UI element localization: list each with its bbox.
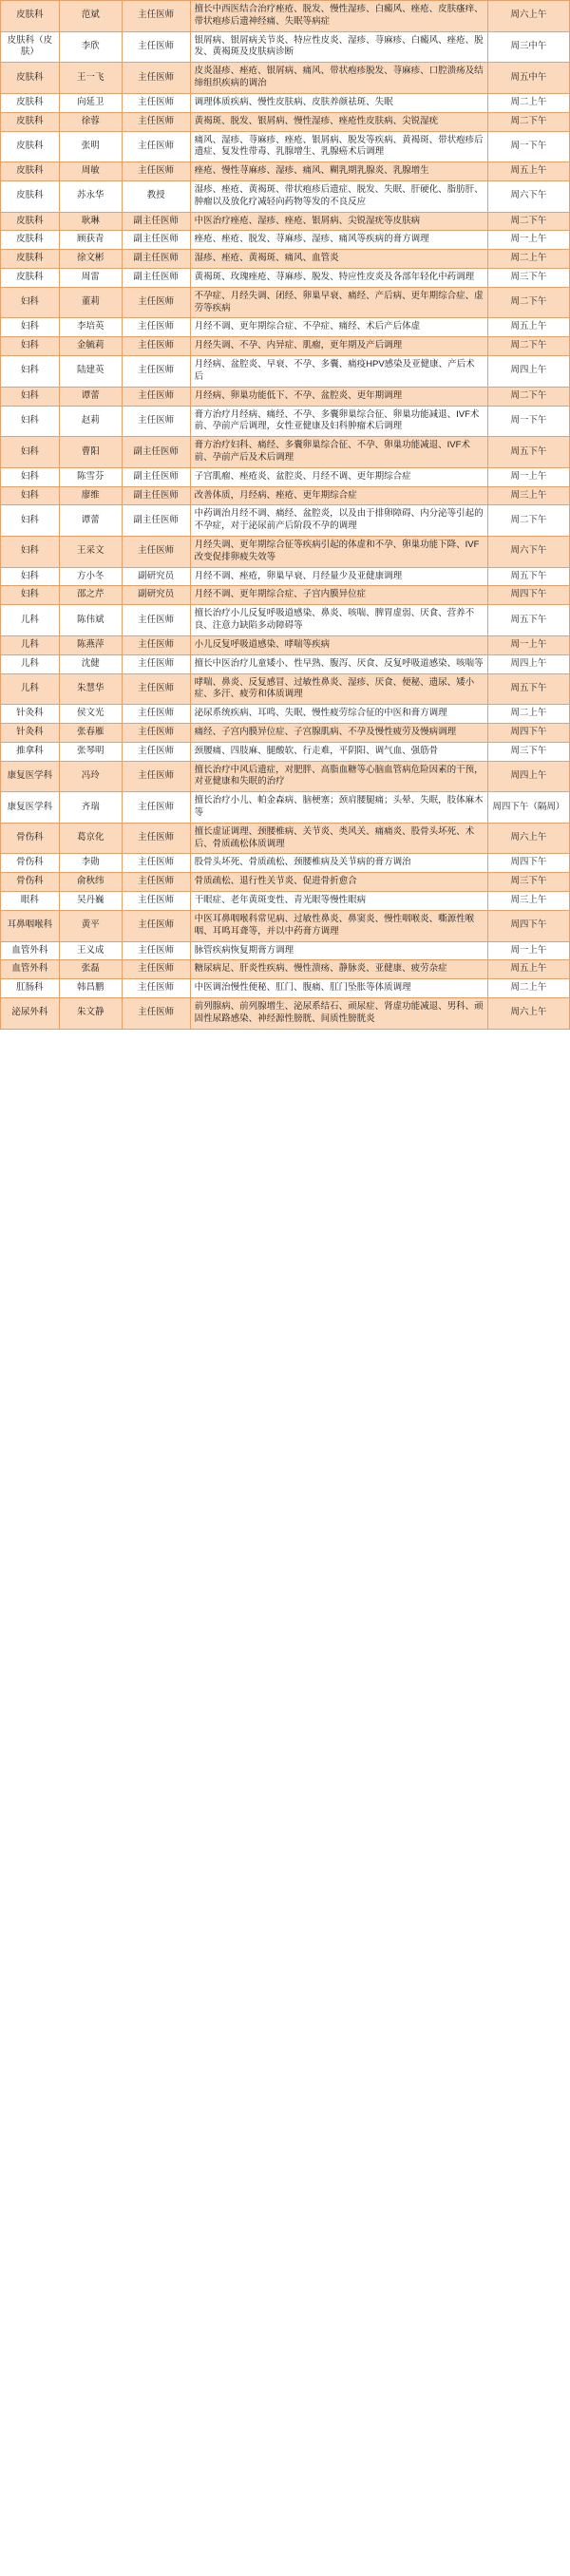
cell-department: 儿科	[1, 605, 60, 636]
cell-doctor-name: 赵莉	[59, 406, 122, 437]
cell-department: 血管外科	[1, 960, 60, 979]
table-row	[1, 892, 570, 911]
cell-doctor-title: 主任医师	[122, 287, 190, 318]
table-row	[1, 910, 570, 941]
cell-doctor-name: 沈健	[59, 654, 122, 673]
cell-doctor-title: 副主任医师	[122, 467, 190, 486]
cell-specialty: 湿疹、痤疮、黄褐斑、痛风、血管炎	[190, 250, 487, 269]
cell-clinic-time: 周一上午	[487, 635, 569, 654]
cell-clinic-time: 周五中午	[487, 63, 569, 94]
cell-doctor-title: 副研究员	[122, 586, 190, 605]
cell-doctor-name: 向延卫	[59, 93, 122, 112]
table-row	[1, 467, 570, 486]
cell-doctor-name: 冯玲	[59, 761, 122, 792]
cell-department: 妇科	[1, 406, 60, 437]
cell-doctor-title: 主任医师	[122, 997, 190, 1029]
cell-specialty: 小儿反复呼吸道感染、哮喘等疾病	[190, 635, 487, 654]
table-row	[1, 31, 570, 63]
cell-doctor-title: 主任医师	[122, 93, 190, 112]
cell-specialty: 颈腰痛、四肢麻、腿酸软、行走难，平阴阳、调气血、强筋骨	[190, 742, 487, 761]
table-row	[1, 654, 570, 673]
cell-doctor-name: 张春雁	[59, 723, 122, 742]
cell-doctor-title: 教授	[122, 180, 190, 212]
cell-specialty: 湿疹、痤疮、黄褐斑、带状疱疹后遗症、脱发、失眠、肝硬化、脂肪肝、肿瘤以及放化疗减轻向药物等发的不良反应	[190, 180, 487, 212]
cell-specialty: 月经不调、更年期综合症、子宫内膜异位症	[190, 586, 487, 605]
cell-doctor-name: 谭蕾	[59, 505, 122, 537]
cell-doctor-title: 主任医师	[122, 910, 190, 941]
table-row	[1, 250, 570, 269]
cell-department: 耳鼻咽喉科	[1, 910, 60, 941]
cell-specialty: 改善体质，月经病、痤疮、更年期综合症	[190, 486, 487, 505]
cell-doctor-title: 主任医师	[122, 31, 190, 63]
cell-clinic-time: 周三上午	[487, 892, 569, 911]
cell-specialty: 股骨头坏死、骨质疏松、颈腰椎病及关节病的膏方调治	[190, 854, 487, 873]
table-row	[1, 979, 570, 998]
cell-specialty: 月经不调、更年期综合症、不孕症、痛经、术后产后体虚	[190, 318, 487, 337]
cell-doctor-name: 王义成	[59, 941, 122, 960]
cell-doctor-name: 方小冬	[59, 567, 122, 586]
cell-doctor-name: 周敏	[59, 162, 122, 181]
cell-clinic-time: 周六上午	[487, 997, 569, 1029]
cell-department: 皮肤科	[1, 112, 60, 131]
cell-clinic-time: 周二下午	[487, 212, 569, 231]
table-row	[1, 406, 570, 437]
cell-department: 骨伤科	[1, 854, 60, 873]
cell-department: 眼科	[1, 892, 60, 911]
cell-specialty: 不孕症、月经失调、闭经、卵巢早衰、痛经、产后病、更年期综合症、虚劳等疾病	[190, 287, 487, 318]
cell-specialty: 月经失调、不孕、内异症、肌瘤，更年期及产后调理	[190, 337, 487, 356]
cell-specialty: 中医治疗痤疮、湿疹、痤疮、银屑病、尖锐湿疣等皮肤病	[190, 212, 487, 231]
cell-department: 妇科	[1, 505, 60, 537]
cell-doctor-name: 陆建英	[59, 356, 122, 388]
cell-doctor-name: 侯文光	[59, 705, 122, 724]
cell-department: 血管外科	[1, 941, 60, 960]
cell-specialty: 中药调治月经不调、痛经、盆腔炎，以及由于排卵障碍、内分泌等引起的不孕症，对于泌尿前产后阶段不孕的调理	[190, 505, 487, 537]
cell-doctor-title: 主任医师	[122, 162, 190, 181]
cell-doctor-name: 李勋	[59, 854, 122, 873]
cell-doctor-name: 王一飞	[59, 63, 122, 94]
cell-doctor-name: 张明	[59, 131, 122, 162]
cell-specialty: 前列腺病、前列腺增生、泌尿系结石、顽尿症、肾虚功能减退、男科、顽固性尿路感染、神经源性膀胱、间质性膀胱炎	[190, 997, 487, 1029]
table-row	[1, 180, 570, 212]
table-row	[1, 586, 570, 605]
cell-doctor-name: 俞秋纬	[59, 873, 122, 892]
cell-department: 康复医学科	[1, 792, 60, 824]
table-row	[1, 387, 570, 406]
cell-clinic-time: 周二上午	[487, 250, 569, 269]
cell-specialty: 银屑病、银屑病关节炎、特应性皮炎、湿疹、荨麻疹、白癜风、痤疮、脱发、黄褐斑及皮肤病诊断	[190, 31, 487, 63]
cell-doctor-name: 耿琳	[59, 212, 122, 231]
cell-clinic-time: 周四下午（隔周）	[487, 792, 569, 824]
cell-doctor-title: 主任医师	[122, 654, 190, 673]
cell-department: 妇科	[1, 387, 60, 406]
cell-clinic-time: 周二上午	[487, 705, 569, 724]
table-body	[1, 1, 570, 1030]
cell-clinic-time: 周四下午	[487, 910, 569, 941]
cell-department: 骨伤科	[1, 823, 60, 854]
cell-clinic-time: 周二下午	[487, 337, 569, 356]
cell-department: 皮肤科	[1, 212, 60, 231]
table-row	[1, 873, 570, 892]
cell-specialty: 骨质疏松、退行性关节炎、促进骨折愈合	[190, 873, 487, 892]
cell-doctor-name: 张磊	[59, 960, 122, 979]
cell-department: 妇科	[1, 356, 60, 388]
cell-doctor-name: 葛京化	[59, 823, 122, 854]
cell-department: 骨伤科	[1, 873, 60, 892]
doctor-schedule-table	[0, 0, 570, 1030]
cell-doctor-title: 主任医师	[122, 63, 190, 94]
cell-doctor-name: 徐文彬	[59, 250, 122, 269]
cell-doctor-name: 齐瑞	[59, 792, 122, 824]
cell-doctor-name: 范斌	[59, 1, 122, 32]
cell-clinic-time: 周四上午	[487, 761, 569, 792]
cell-specialty: 月经病、卵巢功能低下、不孕、盆腔炎、更年期调理	[190, 387, 487, 406]
cell-doctor-title: 主任医师	[122, 854, 190, 873]
cell-doctor-title: 副主任医师	[122, 505, 190, 537]
cell-department: 针灸科	[1, 723, 60, 742]
cell-clinic-time: 周五下午	[487, 605, 569, 636]
cell-specialty: 黄褐斑、脱发、银屑病、慢性湿疹、痤疮性皮肤病、尖锐湿疣	[190, 112, 487, 131]
cell-clinic-time: 周四上午	[487, 356, 569, 388]
cell-doctor-name: 廖维	[59, 486, 122, 505]
table-row	[1, 93, 570, 112]
table-row	[1, 673, 570, 705]
cell-doctor-title: 主任医师	[122, 705, 190, 724]
cell-specialty: 调理体质疾病、慢性皮肤病、皮肤养颜祛斑、失眠	[190, 93, 487, 112]
cell-clinic-time: 周五下午	[487, 567, 569, 586]
cell-clinic-time: 周二下午	[487, 505, 569, 537]
cell-clinic-time: 周四上午	[487, 654, 569, 673]
cell-specialty: 膏方治疗妇科、痛经、多囊卵巢综合征、不孕、卵巢功能减退、IVF术前、孕前产后及术后调理	[190, 437, 487, 468]
cell-clinic-time: 周一下午	[487, 406, 569, 437]
cell-department: 妇科	[1, 586, 60, 605]
cell-doctor-title: 主任医师	[122, 823, 190, 854]
table-row	[1, 486, 570, 505]
cell-department: 泌尿外科	[1, 997, 60, 1029]
cell-specialty: 泌尿系统疾病、耳鸣、失眠、慢性疲劳综合征的中医和膏方调理	[190, 705, 487, 724]
cell-clinic-time: 周三下午	[487, 873, 569, 892]
cell-doctor-name: 陈雪芬	[59, 467, 122, 486]
cell-doctor-title: 主任医师	[122, 605, 190, 636]
cell-doctor-title: 主任医师	[122, 318, 190, 337]
cell-doctor-name: 黄平	[59, 910, 122, 941]
cell-clinic-time: 周三下午	[487, 269, 569, 288]
cell-doctor-name: 苏永华	[59, 180, 122, 212]
cell-clinic-time: 周六下午	[487, 180, 569, 212]
cell-doctor-name: 徐蓉	[59, 112, 122, 131]
table-row	[1, 705, 570, 724]
cell-department: 康复医学科	[1, 761, 60, 792]
table-row	[1, 997, 570, 1029]
cell-doctor-name: 李欣	[59, 31, 122, 63]
cell-department: 妇科	[1, 467, 60, 486]
cell-department: 皮肤科	[1, 1, 60, 32]
cell-doctor-name: 金毓莉	[59, 337, 122, 356]
table-row	[1, 1, 570, 32]
cell-doctor-title: 主任医师	[122, 635, 190, 654]
cell-clinic-time: 周五上午	[487, 162, 569, 181]
table-row	[1, 635, 570, 654]
cell-department: 皮肤科	[1, 162, 60, 181]
cell-specialty: 擅长中医治疗儿童矮小、性早熟、腹泻、厌食、反复呼吸道感染、咳喘等	[190, 654, 487, 673]
cell-clinic-time: 周五下午	[487, 673, 569, 705]
cell-specialty: 痤疮、痤疮、脱发、荨麻疹、湿疹、痛风等疾病的膏方调理	[190, 231, 487, 250]
cell-clinic-time: 周二下午	[487, 112, 569, 131]
cell-clinic-time: 周六上午	[487, 823, 569, 854]
cell-clinic-time: 周五上午	[487, 318, 569, 337]
cell-specialty: 擅长治疗中风后遗症，对肥胖、高脂血糖等心脑血管病危险因素的干预，对亚健康和失眠的治疗	[190, 761, 487, 792]
cell-clinic-time: 周五上午	[487, 960, 569, 979]
cell-clinic-time: 周四下午	[487, 586, 569, 605]
cell-specialty: 哮喘、鼻炎、反复感冒、过敏性鼻炎、湿疹、厌食、便秘、遗尿、矮小症、多汗、疲劳和体质调理	[190, 673, 487, 705]
table-row	[1, 723, 570, 742]
table-row	[1, 960, 570, 979]
cell-clinic-time: 周二下午	[487, 287, 569, 318]
cell-doctor-title: 主任医师	[122, 761, 190, 792]
cell-doctor-name: 董莉	[59, 287, 122, 318]
cell-specialty: 皮炎湿疹、痤疮、银屑病、痛风、带状疱疹脱发、荨麻疹、口腔溃疡及结缔组织疾病的调治	[190, 63, 487, 94]
cell-doctor-name: 李培英	[59, 318, 122, 337]
table-row	[1, 162, 570, 181]
cell-clinic-time: 周一上午	[487, 941, 569, 960]
cell-doctor-title: 主任医师	[122, 941, 190, 960]
table-row	[1, 567, 570, 586]
cell-doctor-title: 主任医师	[122, 979, 190, 998]
cell-doctor-title: 副主任医师	[122, 437, 190, 468]
cell-specialty: 膏方治疗月经病、痛经、不孕、多囊卵巢综合征、卵巢功能减退、IVF术前、孕前产后调理，女性亚健康及妇科肿瘤术后调理	[190, 406, 487, 437]
cell-doctor-title: 主任医师	[122, 742, 190, 761]
cell-department: 肛肠科	[1, 979, 60, 998]
cell-specialty: 子宫肌瘤、痤疮炎、盆腔炎、月经不调、更年期综合症	[190, 467, 487, 486]
table-row	[1, 287, 570, 318]
table-row	[1, 505, 570, 537]
table-row	[1, 941, 570, 960]
cell-clinic-time: 周四下午	[487, 723, 569, 742]
cell-clinic-time: 周三上午	[487, 486, 569, 505]
table-row	[1, 605, 570, 636]
cell-doctor-name: 朱文静	[59, 997, 122, 1029]
cell-doctor-title: 主任医师	[122, 892, 190, 911]
cell-doctor-title: 主任医师	[122, 537, 190, 568]
cell-department: 妇科	[1, 318, 60, 337]
table-row	[1, 231, 570, 250]
cell-specialty: 痤疮、慢性荨麻疹、湿疹、痛风、糊乳期乳腺炎、乳腺增生	[190, 162, 487, 181]
cell-department: 皮肤科	[1, 231, 60, 250]
cell-department: 针灸科	[1, 705, 60, 724]
cell-department: 皮肤科（皮肤）	[1, 31, 60, 63]
cell-doctor-name: 周雷	[59, 269, 122, 288]
cell-specialty: 擅长治疗小儿反复呼吸道感染、鼻炎、咳喘、脾胃虚弱、厌食、营养不良、注意力缺陷多动障碍等	[190, 605, 487, 636]
cell-specialty: 糖尿病足、肝炎性疾病、慢性溃疡、静脉炎、亚健康、疲劳杂症	[190, 960, 487, 979]
table-row	[1, 337, 570, 356]
cell-clinic-time: 周五下午	[487, 437, 569, 468]
cell-specialty: 月经失调、更年期综合征等疾病引起的体虚和不孕、卵巢功能下降、IVF改变促排卵疲失效等	[190, 537, 487, 568]
cell-doctor-title: 主任医师	[122, 960, 190, 979]
cell-specialty: 擅长中西医结合治疗痤疮、脱发、慢性湿疹、白癜风、痤疮、皮肤瘙痒、带状疱疹后遗神经痛、失眠等病症	[190, 1, 487, 32]
cell-specialty: 痛经、子宫内膜异位症、子宫腺肌病、不孕及慢性疲劳及慢病调理	[190, 723, 487, 742]
table-row	[1, 318, 570, 337]
cell-doctor-title: 主任医师	[122, 673, 190, 705]
cell-department: 儿科	[1, 635, 60, 654]
cell-doctor-name: 陈伟斌	[59, 605, 122, 636]
table-row	[1, 131, 570, 162]
cell-specialty: 中医调治慢性便秘、肛门、腹痛、肛门坠胀等体质调理	[190, 979, 487, 998]
cell-doctor-title: 主任医师	[122, 406, 190, 437]
cell-department: 皮肤科	[1, 93, 60, 112]
cell-department: 妇科	[1, 287, 60, 318]
table-row	[1, 112, 570, 131]
cell-doctor-name: 吴丹巍	[59, 892, 122, 911]
cell-department: 皮肤科	[1, 131, 60, 162]
cell-doctor-title: 主任医师	[122, 112, 190, 131]
cell-department: 儿科	[1, 654, 60, 673]
cell-clinic-time: 周二上午	[487, 93, 569, 112]
cell-doctor-title: 主任医师	[122, 131, 190, 162]
cell-clinic-time: 周三下午	[487, 742, 569, 761]
cell-department: 妇科	[1, 437, 60, 468]
cell-doctor-title: 主任医师	[122, 873, 190, 892]
table-row	[1, 823, 570, 854]
cell-doctor-title: 主任医师	[122, 356, 190, 388]
cell-doctor-title: 副主任医师	[122, 269, 190, 288]
table-row	[1, 212, 570, 231]
table-row	[1, 742, 570, 761]
cell-doctor-name: 邵之芹	[59, 586, 122, 605]
cell-department: 妇科	[1, 337, 60, 356]
cell-clinic-time: 周二下午	[487, 387, 569, 406]
cell-clinic-time: 周六下午	[487, 537, 569, 568]
cell-doctor-title: 副主任医师	[122, 486, 190, 505]
cell-specialty: 月经病、盆腔炎、早衰、不孕、多囊、痛疫HPV感染及亚健康、产后术后	[190, 356, 487, 388]
cell-department: 妇科	[1, 567, 60, 586]
table-row	[1, 761, 570, 792]
cell-department: 皮肤科	[1, 63, 60, 94]
cell-doctor-title: 副研究员	[122, 567, 190, 586]
cell-specialty: 痛风、湿疹、荨麻疹、痤疮、银屑病、脱发等疾病、黄褐斑、带状疱疹后遗症、复发性带毒、乳腺增生、乳腺癌术后调理	[190, 131, 487, 162]
cell-department: 皮肤科	[1, 250, 60, 269]
cell-doctor-title: 主任医师	[122, 792, 190, 824]
cell-doctor-name: 曹阳	[59, 437, 122, 468]
cell-clinic-time: 周一上午	[487, 231, 569, 250]
cell-specialty: 中医耳鼻咽喉科常见病、过敏性鼻炎、鼻窦炎、慢性咽喉炎、嘶源性喉咽、耳鸣耳聋等，并以中药膏方调理	[190, 910, 487, 941]
cell-doctor-name: 陈燕萍	[59, 635, 122, 654]
cell-doctor-title: 主任医师	[122, 723, 190, 742]
table-row	[1, 269, 570, 288]
cell-department: 儿科	[1, 673, 60, 705]
cell-clinic-time: 周一上午	[487, 467, 569, 486]
cell-doctor-name: 顾获青	[59, 231, 122, 250]
cell-department: 推拿科	[1, 742, 60, 761]
cell-clinic-time: 周四下午	[487, 854, 569, 873]
cell-doctor-name: 王采文	[59, 537, 122, 568]
cell-department: 妇科	[1, 486, 60, 505]
cell-clinic-time: 周二上午	[487, 979, 569, 998]
cell-doctor-name: 谭蕾	[59, 387, 122, 406]
cell-doctor-title: 副主任医师	[122, 231, 190, 250]
table-row	[1, 537, 570, 568]
cell-specialty: 月经不调、痤疮，卵巢早衰、月经量少及亚健康调理	[190, 567, 487, 586]
cell-doctor-title: 主任医师	[122, 1, 190, 32]
cell-clinic-time: 周六上午	[487, 1, 569, 32]
cell-clinic-time: 周三中午	[487, 31, 569, 63]
cell-doctor-name: 朱慧华	[59, 673, 122, 705]
cell-specialty: 黄褐斑、玫瑰痤疮、荨麻疹、脱发、特应性皮炎及各部年轻化中药调理	[190, 269, 487, 288]
cell-department: 皮肤科	[1, 269, 60, 288]
cell-specialty: 擅长虚证调理、颈腰椎病、关节炎、类风关、痛痛炎、股骨头坏死、术后、骨质疏松体质调理	[190, 823, 487, 854]
cell-clinic-time: 周一下午	[487, 131, 569, 162]
table-row	[1, 792, 570, 824]
cell-department: 皮肤科	[1, 180, 60, 212]
cell-doctor-name: 韩昌鹏	[59, 979, 122, 998]
table-row	[1, 63, 570, 94]
cell-specialty: 脉管疾病恢复期膏方调理	[190, 941, 487, 960]
table-row	[1, 854, 570, 873]
cell-doctor-title: 副主任医师	[122, 250, 190, 269]
cell-department: 妇科	[1, 537, 60, 568]
table-row	[1, 437, 570, 468]
cell-specialty: 干眼症、老年黄斑变性、青光眼等慢性眼病	[190, 892, 487, 911]
cell-specialty: 擅长治疗小儿、帕金森病、脑梗塞；颈肩腰腿痛；头晕、失眠，肢体麻木等	[190, 792, 487, 824]
cell-doctor-name: 张琴明	[59, 742, 122, 761]
cell-doctor-title: 主任医师	[122, 337, 190, 356]
cell-doctor-title: 主任医师	[122, 387, 190, 406]
cell-doctor-title: 副主任医师	[122, 212, 190, 231]
table-row	[1, 356, 570, 388]
